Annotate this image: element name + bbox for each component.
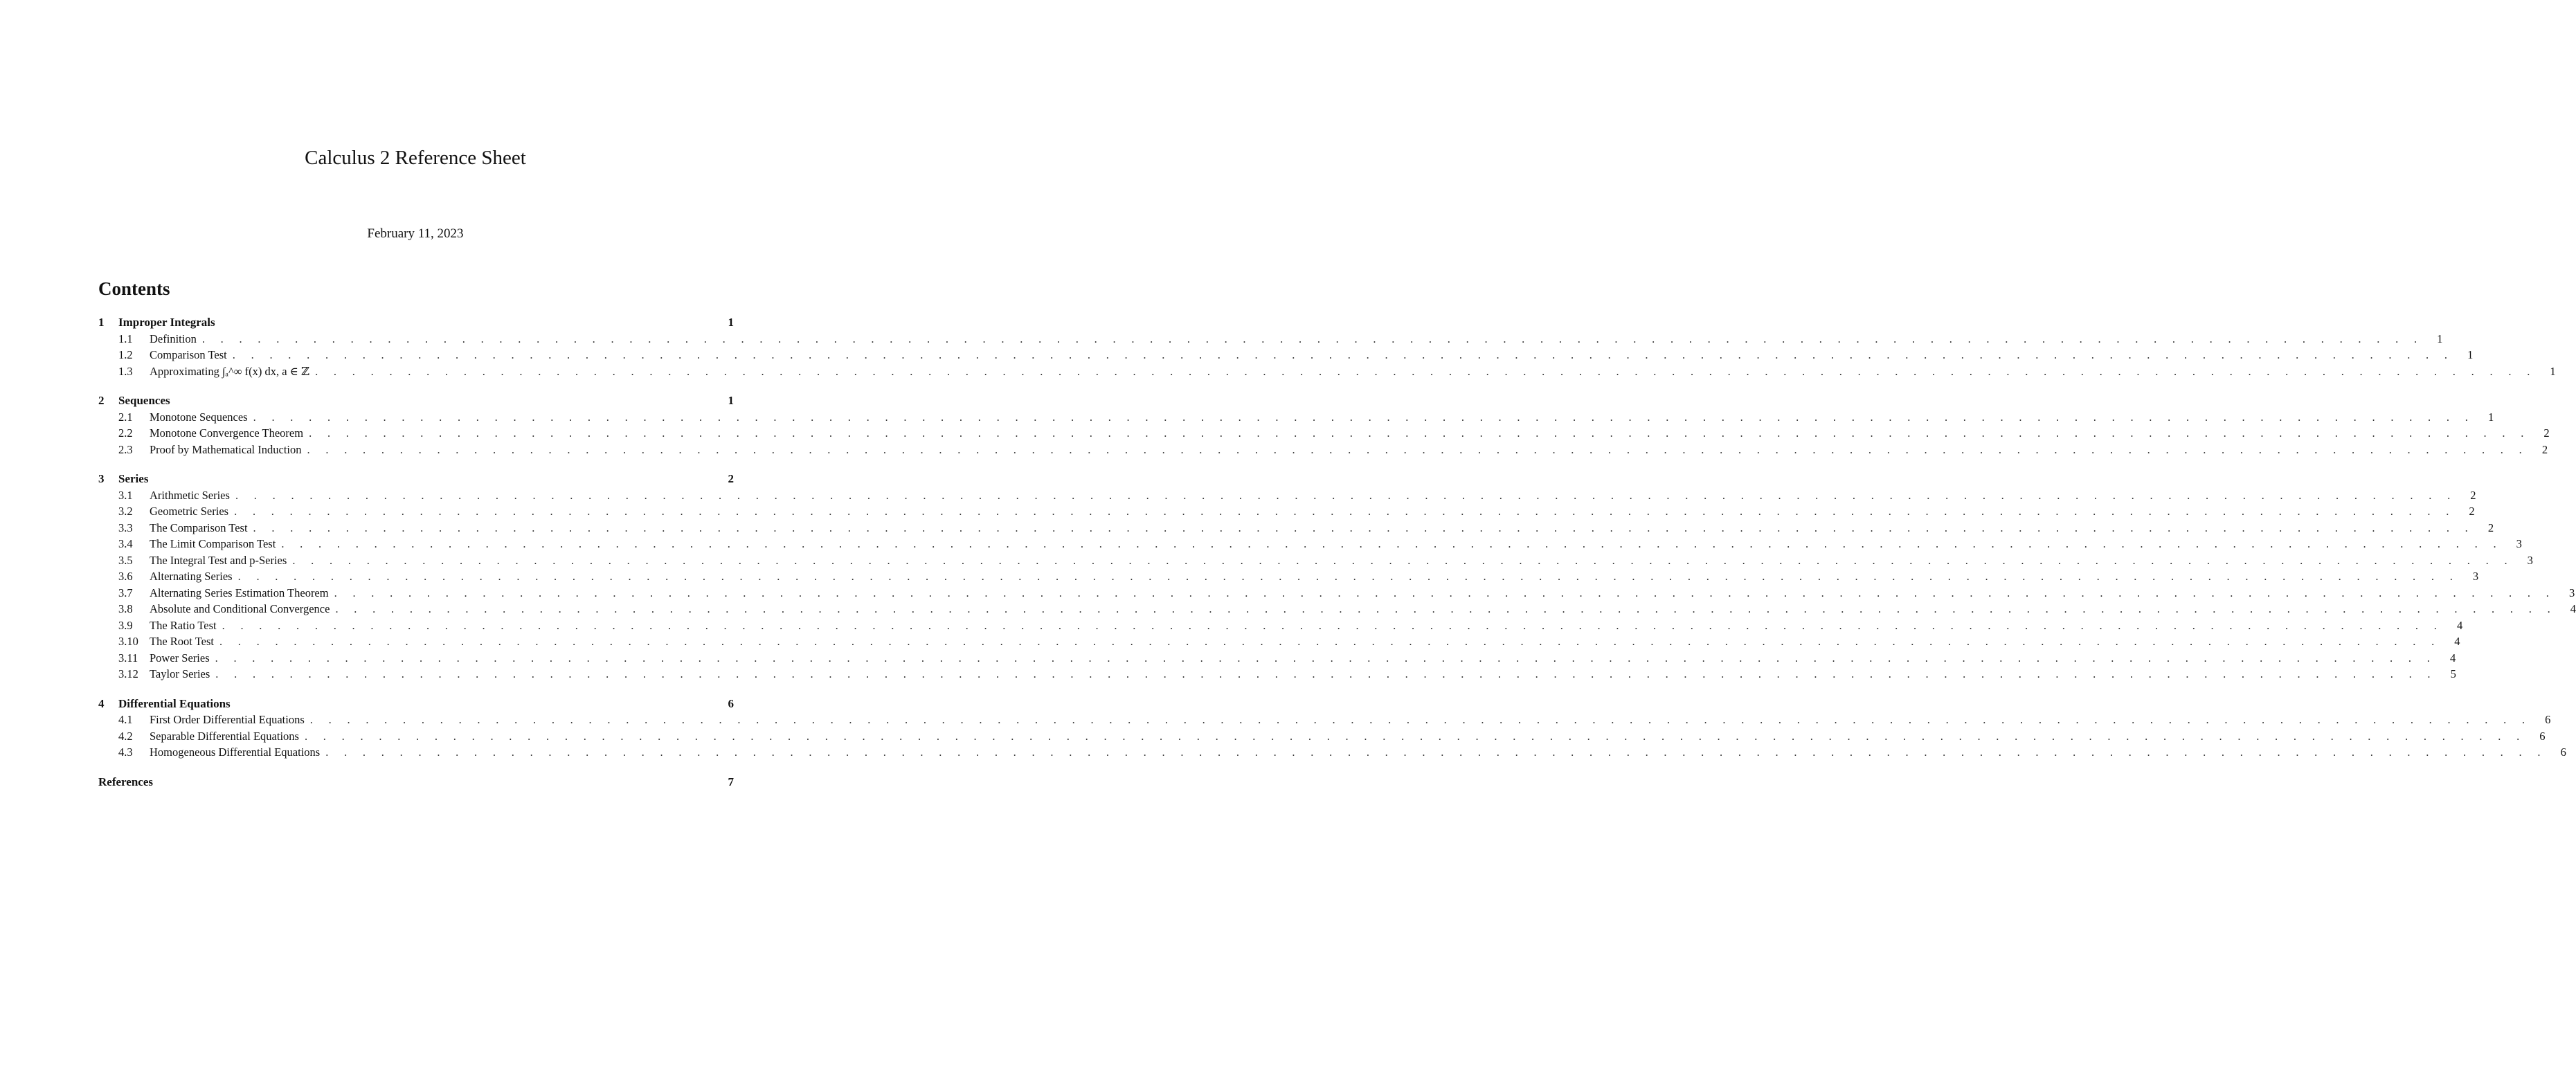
toc-subsection-entry[interactable]	[98, 347, 2474, 363]
toc-subsection-entry[interactable]	[98, 666, 2456, 683]
toc-entry-number: 3.6	[118, 570, 133, 583]
toc-entry-title[interactable]: Series	[118, 472, 149, 485]
toc-section-entry[interactable]	[98, 392, 734, 409]
toc-entry-title[interactable]: Separable Differential Equations	[150, 729, 299, 743]
toc-entry-number: 1	[98, 316, 105, 329]
toc-section	[98, 471, 2576, 683]
toc-section	[98, 392, 2550, 458]
toc-page-number: 1	[728, 316, 734, 329]
toc-page-number: 4	[2456, 618, 2463, 632]
toc-entry-number: 3.12	[118, 667, 138, 680]
toc-entry-number: 4.2	[118, 729, 133, 743]
toc-entry-number: 2.2	[118, 426, 133, 440]
toc-entry-title[interactable]: The Limit Comparison Test	[150, 537, 276, 550]
toc-references-entry[interactable]	[98, 774, 734, 791]
toc-page-number: 3	[2527, 553, 2533, 567]
document-title: Calculus 2 Reference Sheet	[305, 147, 526, 169]
toc-entry-title[interactable]: Sequences	[118, 394, 170, 407]
toc-page-number: 2	[2470, 488, 2476, 502]
toc-entry-title[interactable]: Improper Integrals	[118, 316, 215, 329]
toc-page-number: 1	[2487, 410, 2494, 424]
toc-subsection-entry[interactable]	[98, 503, 2475, 520]
toc-entry-number: 2.1	[118, 410, 133, 424]
toc-subsection-entry[interactable]	[98, 585, 2575, 602]
toc-entry-title[interactable]: Approximating ∫ₐ^∞ f(x) dx, a ∈ ℤ	[150, 364, 310, 378]
toc-subsection-entry[interactable]	[98, 568, 2479, 585]
toc-entry-number: 2.3	[118, 442, 133, 456]
toc-page-number: 3	[2472, 570, 2479, 583]
toc-dot-leader: . . . . . . . . . . . . . . . . . . . . . . . . . . . . . . . . . . . . . . . . . . . . . . . . . . . . . . . . . . . . . . . . . . . . . . . . . . . . . . . . . . . . . . . . . . . . . . . . . . . . . . . . . . . . . . . . . . . . . . . .	[253, 410, 2475, 424]
toc-page-number: 5	[2450, 667, 2456, 680]
toc-entry-title[interactable]: Power Series	[150, 651, 210, 665]
toc-page-number: 3	[2568, 586, 2575, 599]
toc-page-number: 3	[2516, 537, 2522, 550]
table-of-contents	[98, 314, 2576, 790]
toc-page-number: 1	[2467, 348, 2474, 361]
toc-dot-leader: . . . . . . . . . . . . . . . . . . . . . . . . . . . . . . . . . . . . . . . . . . . . . . . . . . . . . . . . . . . . . . . . . . . . . . . . . . . . . . . . . . . . . . . . . . . . . . . . . . . . . . . . . . . . . . . . . . . . . . . .	[234, 505, 2456, 518]
toc-page-number: 6	[2539, 729, 2546, 743]
toc-entry-number: 3.9	[118, 618, 133, 632]
toc-dot-leader: . . . . . . . . . . . . . . . . . . . . . . . . . . . . . . . . . . . . . . . . . . . . . . . . . . . . . . . . . . . . . . . . . . . . . . . . . . . . . . . . . . . . . . . . . . . . . . . . . . . . . . . . . . . . . . . . . . . . . . . .	[309, 713, 2532, 726]
toc-page-number: 6	[728, 696, 734, 710]
toc-dot-leader: . . . . . . . . . . . . . . . . . . . . . . . . . . . . . . . . . . . . . . . . . . . . . . . . . . . . . . . . . . . . . . . . . . . . . . . . . . . . . . . . . . . . . . . . . . . . . . . . . . . . . . . . . . . . . . . . . . . . . . . .	[281, 537, 2503, 550]
document-date: February 11, 2023	[367, 226, 464, 241]
toc-entry-number: 3.11	[118, 651, 138, 665]
toc-entry-title[interactable]: Proof by Mathematical Induction	[150, 442, 302, 456]
toc-page-number: 6	[2560, 746, 2566, 759]
toc-page-number: 2	[2543, 426, 2550, 440]
toc-dot-leader: . . . . . . . . . . . . . . . . . . . . . . . . . . . . . . . . . . . . . . . . . . . . . . . . . . . . . . . . . . . . . . . . . . . . . . . . . . . . . . . . . . . . . . . . . . . . . . . . . . . . . . . . . . . . . . . . . . . . . . . .	[215, 667, 2437, 680]
contents-heading: Contents	[98, 278, 170, 299]
toc-dot-leader: . . . . . . . . . . . . . . . . . . . . . . . . . . . . . . . . . . . . . . . . . . . . . . . . . . . . . . . . . . . . . . . . . . . . . . . . . . . . . . . . . . . . . . . . . . . . . . . . . . . . . . . . . . . . . . . . . . . . . . . .	[219, 635, 2441, 648]
toc-page-number: 1	[2550, 364, 2556, 378]
toc-entry-number: 3.7	[118, 586, 133, 599]
toc-dot-leader: . . . . . . . . . . . . . . . . . . . . . . . . . . . . . . . . . . . . . . . . . . . . . . . . . . . . . . . . . . . . . . . . . . . . . . . . . . . . . . . . . . . . . . . . . . . . . . . . . . . . . . . . . . . . . . . . . . . . . . . .	[237, 570, 2460, 583]
toc-entry-title[interactable]: The Ratio Test	[150, 618, 217, 632]
toc-subsection-entry[interactable]	[98, 425, 2550, 442]
toc-entry-number: 1.3	[118, 364, 133, 378]
toc-dot-leader: . . . . . . . . . . . . . . . . . . . . . . . . . . . . . . . . . . . . . . . . . . . . . . . . . . . . . . . . . . . . . . . . . . . . . . . . . . . . . . . . . . . . . . . . . . . . . . . . . . . . . . . . . . . . . . . . . . . . . . . .	[315, 364, 2537, 378]
toc-entry-number: 1.1	[118, 332, 133, 345]
toc-entry-title[interactable]: First Order Differential Equations	[150, 713, 305, 726]
toc-entry-title[interactable]: Homogeneous Differential Equations	[150, 746, 321, 759]
toc-entry-number: 4.1	[118, 713, 133, 726]
toc-section-entry[interactable]	[98, 314, 734, 331]
toc-subsection-entry[interactable]	[98, 536, 2522, 552]
toc-subsection-entry[interactable]	[98, 601, 2576, 617]
toc-page-number: 4	[2454, 635, 2460, 648]
toc-page-number: 6	[2545, 713, 2551, 726]
toc-entry-number: 3.3	[118, 521, 133, 534]
toc-dot-leader: . . . . . . . . . . . . . . . . . . . . . . . . . . . . . . . . . . . . . . . . . . . . . . . . . . . . . . . . . . . . . . . . . . . . . . . . . . . . . . . . . . . . . . . . . . . . . . . . . . . . . . . . . . . . . . . . . . . . . . . .	[222, 618, 2444, 632]
toc-entry-title[interactable]: Monotone Sequences	[150, 410, 248, 424]
toc-section	[98, 696, 2566, 761]
toc-subsection-entry[interactable]	[98, 728, 2546, 745]
toc-dot-leader: . . . . . . . . . . . . . . . . . . . . . . . . . . . . . . . . . . . . . . . . . . . . . . . . . . . . . . . . . . . . . . . . . . . . . . . . . . . . . . . . . . . . . . . . . . . . . . . . . . . . . . . . . . . . . . . . . . . . . . . .	[334, 586, 2556, 599]
toc-dot-leader: . . . . . . . . . . . . . . . . . . . . . . . . . . . . . . . . . . . . . . . . . . . . . . . . . . . . . . . . . . . . . . . . . . . . . . . . . . . . . . . . . . . . . . . . . . . . . . . . . . . . . . . . . . . . . . . . . . . . . . . .	[325, 746, 2547, 759]
toc-subsection-entry[interactable]	[98, 712, 2551, 728]
toc-page-number: 1	[728, 394, 734, 407]
toc-dot-leader: . . . . . . . . . . . . . . . . . . . . . . . . . . . . . . . . . . . . . . . . . . . . . . . . . . . . . . . . . . . . . . . . . . . . . . . . . . . . . . . . . . . . . . . . . . . . . . . . . . . . . . . . . . . . . . . . . . . . . . . .	[304, 729, 2526, 743]
toc-page-number: 2	[728, 472, 734, 485]
toc-dot-leader: . . . . . . . . . . . . . . . . . . . . . . . . . . . . . . . . . . . . . . . . . . . . . . . . . . . . . . . . . . . . . . . . . . . . . . . . . . . . . . . . . . . . . . . . . . . . . . . . . . . . . . . . . . . . . . . . . . . . . . . .	[335, 602, 2557, 615]
toc-entry-title[interactable]: Definition	[150, 332, 197, 345]
toc-page-number: 2	[2541, 442, 2548, 456]
toc-entry-title[interactable]: Alternating Series Estimation Theorem	[150, 586, 329, 599]
toc-page-number: 4	[2449, 651, 2456, 665]
toc-dot-leader: . . . . . . . . . . . . . . . . . . . . . . . . . . . . . . . . . . . . . . . . . . . . . . . . . . . . . . . . . . . . . . . . . . . . . . . . . . . . . . . . . . . . . . . . . . . . . . . . . . . . . . . . . . . . . . . . . . . . . . . .	[215, 651, 2437, 665]
toc-subsection-entry[interactable]	[98, 520, 2494, 536]
toc-entry-title[interactable]: Monotone Convergence Theorem	[150, 426, 304, 440]
toc-subsection-entry[interactable]	[98, 552, 2533, 569]
toc-subsection-entry[interactable]	[98, 617, 2463, 634]
toc-dot-leader: . . . . . . . . . . . . . . . . . . . . . . . . . . . . . . . . . . . . . . . . . . . . . . . . . . . . . . . . . . . . . . . . . . . . . . . . . . . . . . . . . . . . . . . . . . . . . . . . . . . . . . . . . . . . . . . . . . . . . . . .	[253, 521, 2475, 534]
toc-entry-title[interactable]: Comparison Test	[150, 348, 227, 361]
toc-entry-title[interactable]: Alternating Series	[150, 570, 233, 583]
toc-section-entry[interactable]	[98, 696, 734, 712]
toc-entry-number: 3.2	[118, 505, 133, 518]
toc-subsection-entry[interactable]	[98, 409, 2494, 426]
toc-entry-number: 2	[98, 394, 105, 407]
toc-dot-leader: . . . . . . . . . . . . . . . . . . . . . . . . . . . . . . . . . . . . . . . . . . . . . . . . . . . . . . . . . . . . . . . . . . . . . . . . . . . . . . . . . . . . . . . . . . . . . . . . . . . . . . . . . . . . . . . . . . . . . . . .	[309, 426, 2530, 440]
toc-subsection-entry[interactable]	[98, 650, 2456, 667]
toc-dot-leader: . . . . . . . . . . . . . . . . . . . . . . . . . . . . . . . . . . . . . . . . . . . . . . . . . . . . . . . . . . . . . . . . . . . . . . . . . . . . . . . . . . . . . . . . . . . . . . . . . . . . . . . . . . . . . . . . . . . . . . . .	[235, 488, 2457, 502]
toc-entry-title[interactable]: Geometric Series	[150, 505, 229, 518]
toc-page-number: 2	[2469, 505, 2475, 518]
toc-entry-number: 3.1	[118, 488, 133, 502]
toc-section-entry[interactable]	[98, 471, 734, 487]
toc-entry-number: 4	[98, 696, 105, 710]
toc-subsection-entry[interactable]	[98, 331, 2443, 347]
toc-entry-title[interactable]: The Root Test	[150, 635, 214, 648]
toc-dot-leader: . . . . . . . . . . . . . . . . . . . . . . . . . . . . . . . . . . . . . . . . . . . . . . . . . . . . . . . . . . . . . . . . . . . . . . . . . . . . . . . . . . . . . . . . . . . . . . . . . . . . . . . . . . . . . . . . . . . . . . . .	[201, 332, 2424, 345]
toc-page-number: 1	[2437, 332, 2443, 345]
toc-dot-leader: . . . . . . . . . . . . . . . . . . . . . . . . . . . . . . . . . . . . . . . . . . . . . . . . . . . . . . . . . . . . . . . . . . . . . . . . . . . . . . . . . . . . . . . . . . . . . . . . . . . . . . . . . . . . . . . . . . . . . . . .	[307, 442, 2529, 456]
toc-entry-number: 3.4	[118, 537, 133, 550]
toc-entry-number: 3.10	[118, 635, 138, 648]
toc-section	[98, 314, 2556, 379]
toc-entry-number: 3.8	[118, 602, 133, 615]
toc-entry-title[interactable]: Taylor Series	[150, 667, 210, 680]
toc-entry-title[interactable]: The Comparison Test	[150, 521, 248, 534]
toc-dot-leader: . . . . . . . . . . . . . . . . . . . . . . . . . . . . . . . . . . . . . . . . . . . . . . . . . . . . . . . . . . . . . . . . . . . . . . . . . . . . . . . . . . . . . . . . . . . . . . . . . . . . . . . . . . . . . . . . . . . . . . . .	[232, 348, 2454, 361]
toc-page-number: 2	[2487, 521, 2494, 534]
toc-subsection-entry[interactable]	[98, 744, 2566, 761]
toc-entry-title[interactable]: Differential Equations	[118, 696, 231, 710]
toc-entry-number: 3.5	[118, 553, 133, 567]
toc-entry-number: 4.3	[118, 746, 133, 759]
toc-entry-number: 3	[98, 472, 105, 485]
toc-dot-leader: . . . . . . . . . . . . . . . . . . . . . . . . . . . . . . . . . . . . . . . . . . . . . . . . . . . . . . . . . . . . . . . . . . . . . . . . . . . . . . . . . . . . . . . . . . . . . . . . . . . . . . . . . . . . . . . . . . . . . . . .	[292, 553, 2514, 567]
toc-entry-title[interactable]: Arithmetic Series	[150, 488, 230, 502]
toc-page-number: 7	[728, 775, 734, 788]
toc-entry-title[interactable]: The Integral Test and p-Series	[150, 553, 287, 567]
toc-page-number: 4	[2570, 602, 2576, 615]
toc-subsection-entry[interactable]	[98, 442, 2548, 458]
toc-entry-title[interactable]: References	[98, 775, 153, 788]
toc-subsection-entry[interactable]	[98, 363, 2556, 380]
toc-entry-number: 1.2	[118, 348, 133, 361]
toc-subsection-entry[interactable]	[98, 487, 2476, 504]
toc-entry-title[interactable]: Absolute and Conditional Convergence	[150, 602, 330, 615]
toc-subsection-entry[interactable]	[98, 633, 2460, 650]
